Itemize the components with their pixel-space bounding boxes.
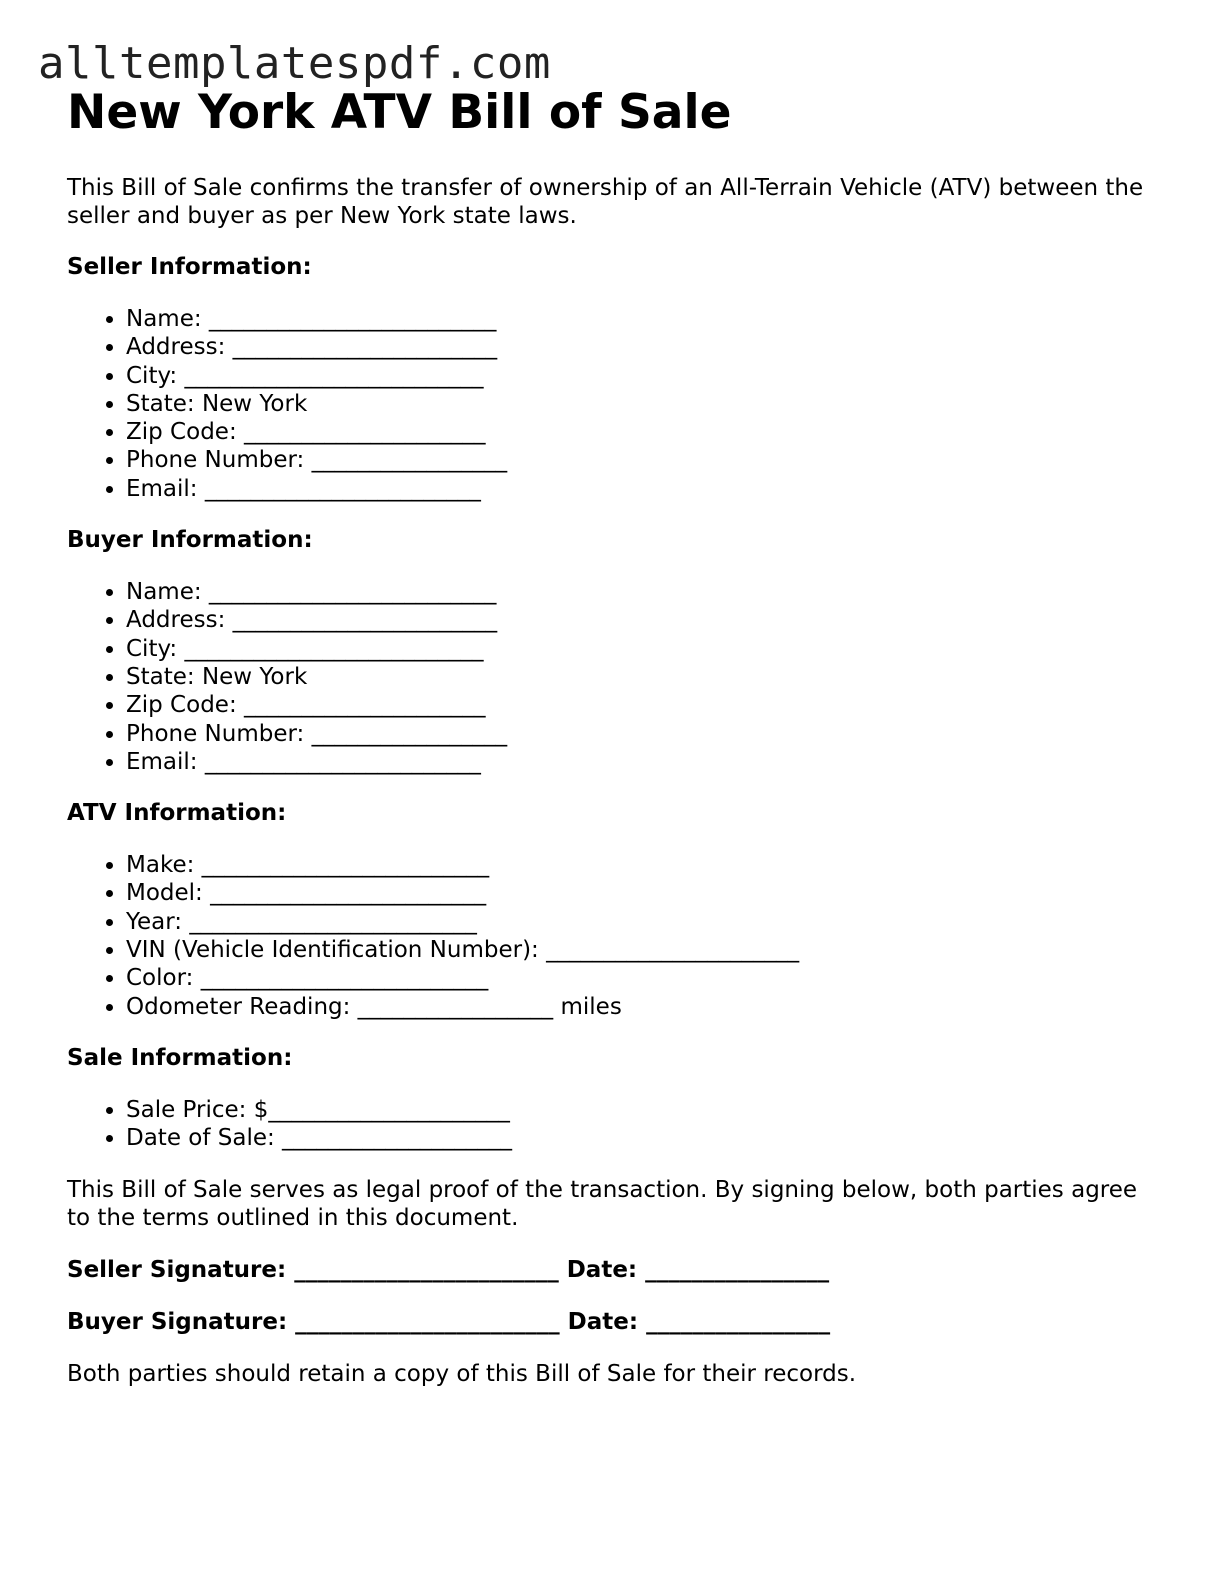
- atv-model-field[interactable]: • Model: ________________________: [126, 879, 1157, 907]
- buyer-zip-field[interactable]: • Zip Code: _____________________: [126, 691, 1157, 719]
- sale-price-field[interactable]: • Sale Price: $_____________________: [126, 1096, 1157, 1124]
- buyer-state-field: • State: New York: [126, 663, 1157, 691]
- seller-address-field[interactable]: • Address: _______________________: [126, 333, 1157, 361]
- atv-section-heading: ATV Information:: [67, 800, 287, 827]
- buyer-phone-field[interactable]: • Phone Number: _________________: [126, 720, 1157, 748]
- buyer-signature-date-field[interactable]: Date: ________________: [567, 1308, 831, 1335]
- closing-paragraph: This Bill of Sale serves as legal proof of the transaction. By signing below, both parties agree to the terms outlined in this document.: [67, 1176, 1138, 1231]
- document-page: [67, 84, 1157, 1388]
- seller-signature-date-field[interactable]: Date: ________________: [566, 1256, 830, 1283]
- document-title: New York ATV Bill of Sale: [67, 85, 732, 140]
- atv-vin-field[interactable]: • VIN (Vehicle Identification Number): ______________________: [126, 936, 1157, 964]
- atv-odometer-field[interactable]: • Odometer Reading: _________________ miles: [126, 993, 1157, 1021]
- seller-email-field[interactable]: • Email: ________________________: [126, 475, 1157, 503]
- footer-note: Both parties should retain a copy of this Bill of Sale for their records.: [67, 1360, 857, 1387]
- seller-section-heading: Seller Information:: [67, 254, 312, 280]
- seller-city-field[interactable]: • City: __________________________: [126, 362, 1157, 390]
- sale-date-field[interactable]: • Date of Sale: ____________________: [126, 1124, 1157, 1152]
- atv-year-field[interactable]: • Year: _________________________: [126, 908, 1157, 936]
- buyer-email-field[interactable]: • Email: ________________________: [126, 748, 1157, 776]
- sale-section-heading: Sale Information:: [67, 1044, 293, 1071]
- atv-color-field[interactable]: • Color: _________________________: [126, 964, 1157, 992]
- seller-name-field[interactable]: • Name: _________________________: [126, 305, 1157, 333]
- sale-info-list: [67, 1096, 1157, 1153]
- seller-signature-field[interactable]: Seller Signature: _______________________: [67, 1256, 559, 1283]
- buyer-signature-row: [67, 1308, 1157, 1336]
- buyer-city-field[interactable]: • City: __________________________: [126, 635, 1157, 663]
- seller-signature-row: [67, 1256, 1157, 1284]
- watermark-text: alltemplatespdf.com: [38, 38, 551, 89]
- seller-zip-field[interactable]: • Zip Code: _____________________: [126, 418, 1157, 446]
- buyer-section-heading: Buyer Information:: [67, 527, 313, 554]
- buyer-info-list: [67, 578, 1157, 776]
- buyer-name-field[interactable]: • Name: _________________________: [126, 578, 1157, 606]
- intro-paragraph: This Bill of Sale confirms the transfer of ownership of an All-Terrain Vehicle (ATV) between the seller and buyer as per New York state laws.: [67, 175, 1144, 229]
- seller-state-field: • State: New York: [126, 390, 1157, 418]
- seller-phone-field[interactable]: • Phone Number: _________________: [126, 446, 1157, 474]
- atv-make-field[interactable]: • Make: _________________________: [126, 851, 1157, 879]
- atv-info-list: [67, 851, 1157, 1021]
- buyer-address-field[interactable]: • Address: _______________________: [126, 606, 1157, 634]
- buyer-signature-field[interactable]: Buyer Signature: _______________________: [67, 1308, 560, 1335]
- seller-info-list: [67, 305, 1157, 503]
